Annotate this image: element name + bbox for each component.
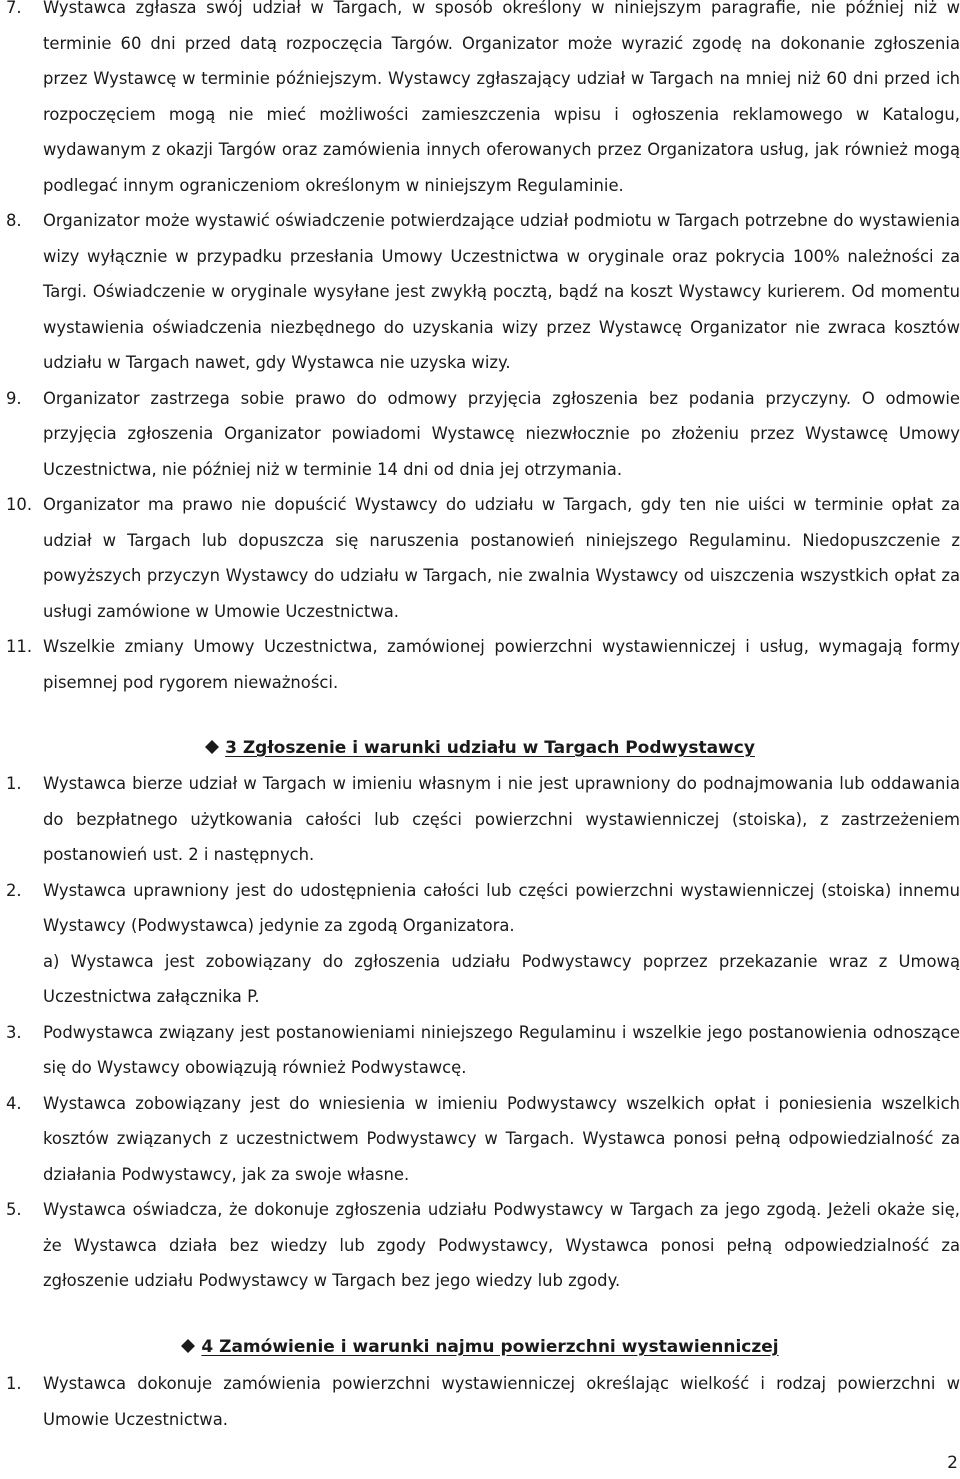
- item-number: 7.: [6, 0, 22, 17]
- list-item: [6, 1366, 960, 1437]
- list-item: [6, 629, 960, 700]
- item-number: 8.: [6, 211, 22, 230]
- item-number: 11.: [6, 637, 33, 656]
- section-3-heading: [0, 736, 960, 760]
- list-item: [6, 381, 960, 488]
- item-text: Wystawca zgłasza swój udział w Targach, w sposób określony w niniejszym paragrafie, nie później niż w terminie 60 dni przed datą rozpoczęcia Targów. Organizator może wyrazić zgodę na dokonanie zgłoszenia przez Wystawcę w terminie późniejszym. Wystawcy zgłaszający udział w Targach na mniej niż 60 dni przed ich rozpoczęciem mogą nie mieć możliwości zamieszczenia wpisu i ogłoszenia reklamowego w Katalogu, wydawanym z okazji Targów oraz zamówienia innych oferowanych przez Organizatora usług, jak również mogą podlegać innym ograniczeniom określonym w niniejszym Regulaminie.: [43, 0, 960, 195]
- item-number: 3.: [6, 1022, 22, 1042]
- item-number: 9.: [6, 388, 22, 408]
- list-item: [6, 0, 960, 203]
- item-text: Wystawca zobowiązany jest do wniesienia w imieniu Podwystawcy wszelkich opłat i poniesienia wszelkich kosztów związanych z uczestnictwem Podwystawcy w Targach. Wystawca ponosi pełną odpowiedzialność za działania Podwystawcy, jak za swoje własne.: [43, 1093, 960, 1184]
- list-item: [6, 487, 960, 629]
- list-item: [6, 1192, 960, 1299]
- item-text: Organizator może wystawić oświadczenie potwierdzające udział podmiotu w Targach potrzebne do wystawienia wizy wyłącznie w przypadku przesłania Umowy Uczestnictwa w oryginale oraz pokrycia 100% należności za Targi. Oświadczenie w oryginale wysyłane jest zwykłą pocztą, bądź na koszt Wystawcy kurierem. Od momentu wystawienia oświadczenia niezbędnego do uzyskania wizy przez Wystawcę Organizator nie zwraca kosztów udziału w Targach nawet, gdy Wystawca nie uzyska wizy.: [43, 211, 960, 372]
- item-number: 2.: [6, 880, 22, 900]
- list-item: [6, 873, 960, 944]
- item-number: 1.: [6, 774, 22, 793]
- item-text: Podwystawca związany jest postanowieniami niniejszego Regulaminu i wszelkie jego postanowienia odnoszące się do Wystawcy obowiązują również Podwystawcę.: [43, 1022, 960, 1077]
- section-3-list: [6, 766, 960, 1299]
- section-2-list: [6, 0, 960, 700]
- item-number: 4.: [6, 1093, 22, 1113]
- item-text: Wszelkie zmiany Umowy Uczestnictwa, zamówionej powierzchni wystawienniczej i usług, wymagają formy pisemnej pod rygorem nieważności.: [43, 637, 960, 692]
- sub-item: [6, 944, 960, 1015]
- item-text: Wystawca dokonuje zamówienia powierzchni wystawienniczej określając wielkość i rodzaj powierzchni w Umowie Uczestnictwa.: [43, 1374, 960, 1429]
- item-number: 1.: [6, 1374, 22, 1393]
- item-number: 5.: [6, 1200, 22, 1219]
- sub-item-text: a) Wystawca jest zobowiązany do zgłoszenia udziału Podwystawcy poprzez przekazanie wraz z Umową Uczestnictwa załącznika P.: [43, 951, 960, 1006]
- item-text: Wystawca oświadcza, że dokonuje zgłoszenia udziału Podwystawcy w Targach za jego zgodą. Jeżeli okaże się, że Wystawca działa bez wiedzy lub zgody Podwystawcy, Wystawca ponosi pełną odpowiedzialność za zgłoszenie udziału Podwystawcy w Targach bez jego wiedzy lub zgody.: [43, 1200, 960, 1290]
- list-item: [6, 1086, 960, 1193]
- item-number: 10.: [6, 495, 33, 514]
- list-item: [6, 766, 960, 873]
- list-item: [6, 203, 960, 381]
- section-title: 4 Zamówienie i warunki najmu powierzchni wystawienniczej: [201, 1337, 779, 1357]
- section-4-list: [6, 1366, 960, 1437]
- page-number: 2: [947, 1453, 958, 1473]
- section-title: 3 Zgłoszenie i warunki udziału w Targach Podwystawcy: [225, 738, 755, 758]
- section-4-heading: [0, 1335, 960, 1359]
- item-text: Organizator zastrzega sobie prawo do odmowy przyjęcia zgłoszenia bez podania przyczyny. O odmowie przyjęcia zgłoszenia Organizator powiadomi Wystawcę niezwłocznie po złożeniu przez Wystawcę Umowy Uczestnictwa, nie później niż w terminie 14 dni od dnia jej otrzymania.: [43, 388, 960, 479]
- item-text: Wystawca bierze udział w Targach w imieniu własnym i nie jest uprawniony do podnajmowania lub oddawania do bezpłatnego użytkowania całości lub części powierzchni wystawienniczej (stoiska), z zastrzeżeniem postanowień ust. 2 i następnych.: [43, 774, 960, 864]
- section-marker-icon: [181, 1339, 195, 1353]
- item-text: Wystawca uprawniony jest do udostępnienia całości lub części powierzchni wystawienniczej (stoiska) innemu Wystawcy (Podwystawca) jedynie za zgodą Organizatora.: [43, 880, 960, 935]
- item-text: Organizator ma prawo nie dopuścić Wystawcy do udziału w Targach, gdy ten nie uiści w terminie opłat za udział w Targach lub dopuszcza się naruszenia postanowień niniejszego Regulaminu. Niedopuszczenie z powyższych przyczyn Wystawcy do udziału w Targach, nie zwalnia Wystawcy od uiszczenia wszystkich opłat za usługi zamówione w Umowie Uczestnictwa.: [43, 495, 960, 621]
- list-item: [6, 1015, 960, 1086]
- section-marker-icon: [205, 740, 219, 754]
